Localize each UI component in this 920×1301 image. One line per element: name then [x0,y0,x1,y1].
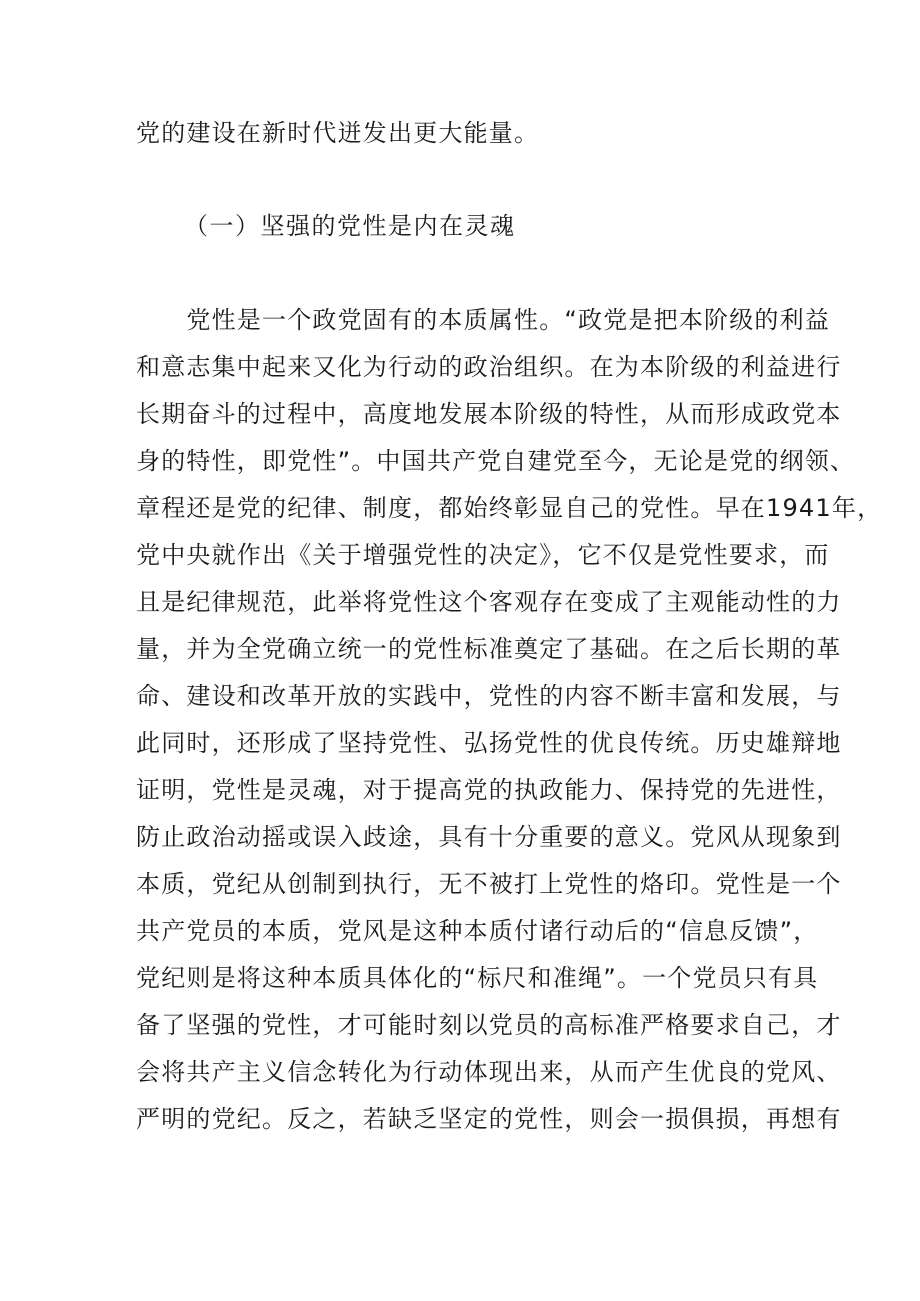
paragraph-line: 党性是一个政党固有的本质属性。“政党是把本阶级的利益 [136,306,831,334]
paragraph-line: 党中央就作出《关于增强党性的决定》，它不仅是党性要求，而 [136,541,830,569]
paragraph-line: 命、建设和改革开放的实践中，党性的内容不断丰富和发展，与 [136,682,842,710]
paragraph-line: 会将共产主义信念转化为行动体现出来，从而产生优良的党风、 [136,1058,842,1086]
paragraph-line: 防止政治动摇或误入歧途，具有十分重要的意义。党风从现象到 [136,823,842,851]
paragraph-line: 且是纪律规范，此举将党性这个客观存在变成了主观能动性的力 [136,588,842,616]
paragraph-line: 长期奋斗的过程中，高度地发展本阶级的特性，从而形成政党本 [136,400,842,428]
paragraph-line: 证明，党性是灵魂，对于提高党的执政能力、保持党的先进性， [136,776,842,804]
intro-line: 党的建设在新时代迸发出更大能量。 [136,119,540,147]
paragraph-line: 严明的党纪。反之，若缺乏坚定的党性，则会一损俱损，再想有 [136,1105,842,1133]
paragraph-line: 和意志集中起来又化为行动的政治组织。在为本阶级的利益进行 [136,353,842,381]
paragraph-line: 身的特性，即党性”。中国共产党自建党至今，无论是党的纲领、 [136,447,856,475]
paragraph-line: 章程还是党的纪律、制度，都始终彰显自己的党性。早在1941年， [136,494,883,522]
paragraph-line: 共产党员的本质，党风是这种本质付诸行动后的“信息反馈”， [136,917,819,945]
paragraph-line: 党纪则是将这种本质具体化的“标尺和准绳”。一个党员只有具 [136,964,819,992]
section-heading: （一）坚强的党性是内在灵魂 [184,212,516,240]
paragraph-line: 备了坚强的党性，才可能时刻以党员的高标准严格要求自己，才 [136,1011,842,1039]
paragraph-line: 此同时，还形成了坚持党性、弘扬党性的优良传统。历史雄辩地 [136,729,842,757]
paragraph-line: 量，并为全党确立统一的党性标准奠定了基础。在之后长期的革 [136,635,842,663]
paragraph-line: 本质，党纪从创制到执行，无不被打上党性的烙印。党性是一个 [136,870,842,898]
